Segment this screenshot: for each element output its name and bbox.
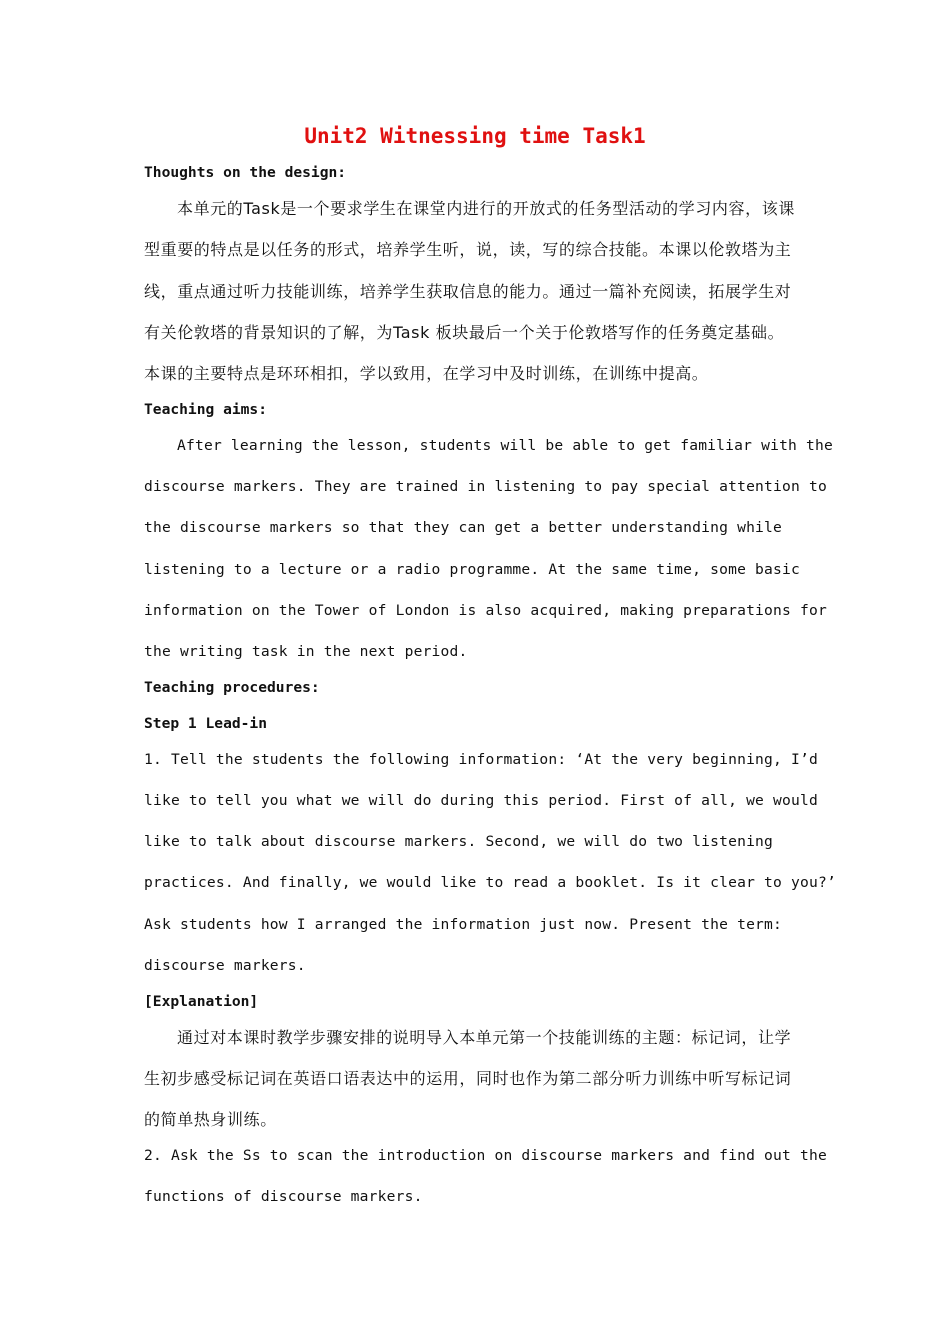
- aims-line: After learning the lesson, students will be able to get familiar with the: [177, 437, 833, 454]
- design-line: 线，重点通过听力技能训练，培养学生获取信息的能力。通过一篇补充阅读，拓展学生对: [144, 282, 792, 301]
- design-heading: Thoughts on the design:: [144, 164, 347, 181]
- design-line: 本单元的Task是一个要求学生在课堂内进行的开放式的任务型活动的学习内容，该课: [177, 199, 795, 218]
- aims-line: the discourse markers so that they can get a better understanding while: [144, 519, 783, 536]
- step1-line: Ask students how I arranged the information just now. Present the term:: [144, 916, 783, 933]
- step1-line: like to tell you what we will do during this period. First of all, we would: [144, 792, 818, 809]
- explanation-line: 通过对本课时教学步骤安排的说明导入本单元第一个技能训练的主题：标记词，让学: [177, 1028, 792, 1047]
- step1-line: practices. And finally, we would like to read a booklet. Is it clear to you?’: [144, 874, 836, 891]
- explanation-line: 生初步感受标记词在英语口语表达中的运用，同时也作为第二部分听力训练中听写标记词: [144, 1069, 792, 1088]
- aims-line: information on the Tower of London is also acquired, making preparations for: [144, 602, 827, 619]
- aims-line: the writing task in the next period.: [144, 643, 468, 660]
- aims-heading: Teaching aims:: [144, 401, 268, 418]
- explanation-line: 的简单热身训练。: [144, 1110, 277, 1129]
- design-line: 本课的主要特点是环环相扣，学以致用，在学习中及时训练，在训练中提高。: [144, 364, 709, 383]
- explanation-heading: [Explanation]: [144, 993, 259, 1010]
- procedures-heading: Teaching procedures:: [144, 679, 320, 696]
- step1-line: like to talk about discourse markers. Second, we will do two listening: [144, 833, 774, 850]
- step2-line: 2. Ask the Ss to scan the introduction on discourse markers and find out the: [144, 1147, 827, 1164]
- document-title: Unit2 Witnessing time Task1: [304, 124, 646, 148]
- step1-line: 1. Tell the students the following information: ‘At the very beginning, I’d: [144, 751, 818, 768]
- aims-line: listening to a lecture or a radio programme. At the same time, some basic: [144, 561, 800, 578]
- step1-line: discourse markers.: [144, 957, 306, 974]
- step1-heading: Step 1 Lead-in: [144, 715, 268, 732]
- step2-line: functions of discourse markers.: [144, 1188, 423, 1205]
- design-line: 有关伦敦塔的背景知识的了解，为Task 板块最后一个关于伦敦塔写作的任务奠定基础。: [144, 323, 785, 342]
- aims-line: discourse markers. They are trained in listening to pay special attention to: [144, 478, 827, 495]
- design-line: 型重要的特点是以任务的形式，培养学生听，说，读，写的综合技能。本课以伦敦塔为主: [144, 240, 792, 259]
